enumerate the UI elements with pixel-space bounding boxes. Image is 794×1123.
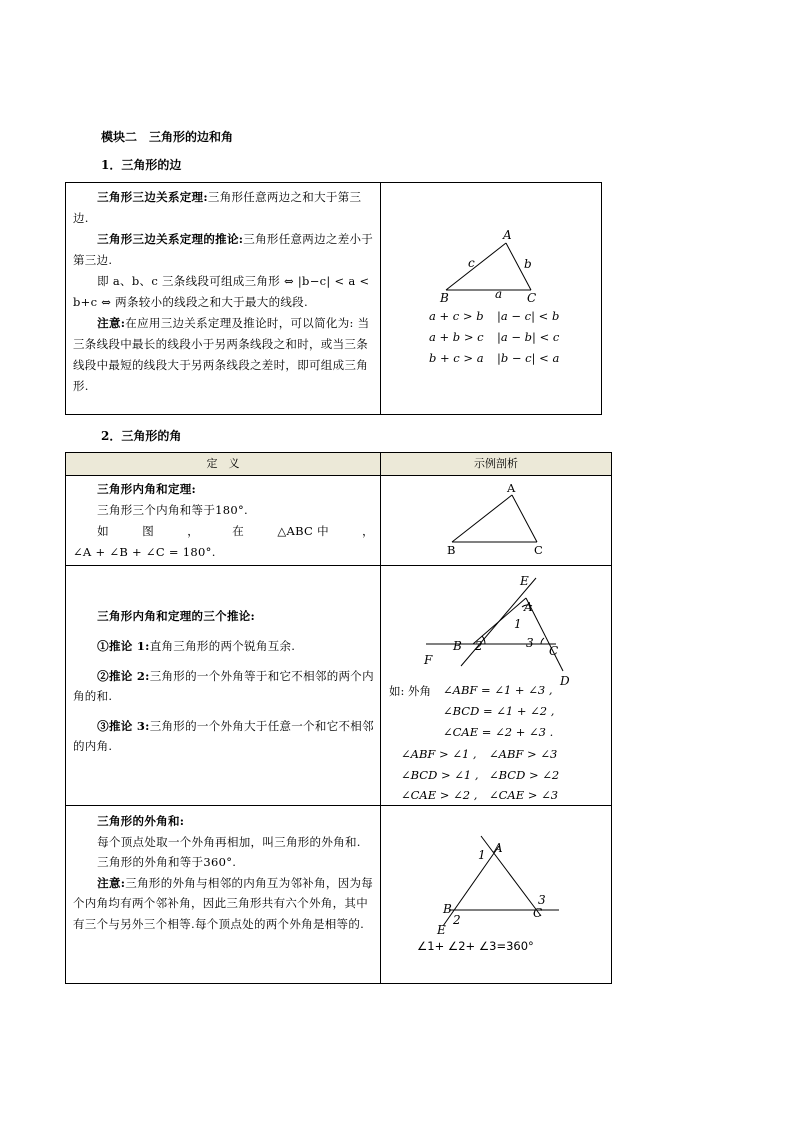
row3-E-label: E: [437, 923, 446, 937]
interior-sum-cell: [66, 476, 381, 566]
row2-E-label: E: [520, 574, 529, 588]
word-comma2: ，: [362, 524, 374, 538]
row2-F-label: F: [424, 653, 433, 667]
row2-C-label: C: [549, 644, 559, 658]
corollaries-cell: [66, 566, 381, 806]
corollaries-figure-cell: [381, 566, 612, 806]
note-text: 在应用三边关系定理及推论时，可以简化为: 当三条线段中最长的线段小于另两条线段之和时，或当三条线段中最短的线段大于另两条线段之差时，即可组成三角形.: [73, 316, 370, 393]
ineq-abf-3: ∠ABF > ∠3: [489, 747, 558, 761]
corollary3-text: 三角形的一个外角大于任意一个和它不相邻的内角.: [73, 719, 374, 753]
side-relation-figure-cell: [381, 183, 602, 415]
triangle-side-c: [446, 243, 506, 290]
col-example-header: 示例剖析: [381, 453, 612, 476]
side-relation-text-cell: [66, 183, 381, 415]
interior-triangle-figure: [381, 476, 612, 562]
tri-side-ba: [452, 495, 512, 542]
tri-side-ac: [512, 495, 537, 542]
word-triangle: △ABC 中: [277, 524, 329, 538]
side-relation-table: [65, 182, 602, 415]
row1-B-label: B: [447, 543, 456, 557]
exterior-note-text: 三角形的外角与相邻的内角互为邻补角，因为每个内角均有两个邻补角，因此三角形共有六个外角，其中有三个与另外三个相等.每个顶点处的两个外角是相等的.: [73, 875, 374, 931]
row2-B-label: B: [453, 639, 462, 653]
ineq-2a: a + b > c: [429, 330, 484, 344]
ineq-1a: a + c > b: [429, 309, 484, 323]
ineq-3a: b + c > a: [429, 351, 484, 365]
exterior-sum-text1: 每个顶点处取一个外角再相加，叫三角形的外角和.: [97, 834, 361, 849]
example-prefix: 如: 外角: [389, 684, 432, 698]
row2-D-label: D: [560, 674, 570, 686]
interior-sum-figure-cell: [381, 476, 612, 566]
exterior-sum-figure: [381, 806, 612, 983]
ineq-bcd-2: ∠BCD > ∠2: [489, 768, 560, 782]
row2-A-label: A: [524, 600, 533, 614]
corollaries-label: 三角形内角和定理的三个推论:: [97, 609, 256, 623]
angles-table-header: [66, 453, 612, 476]
interior-sum-label: 三角形内角和定理:: [97, 482, 197, 496]
equation-3: ∠CAE = ∠2 + ∠3 .: [443, 725, 554, 739]
line-AC-ext: [481, 836, 541, 916]
row3-3-label: 3: [538, 893, 546, 907]
equation-2: ∠BCD = ∠1 + ∠2 ,: [443, 704, 555, 718]
row1-C-label: C: [534, 543, 543, 557]
ineq-abf-1: ∠ABF > ∠1 ,: [401, 747, 477, 761]
section2-heading: 2．三角形的角: [101, 429, 182, 443]
ineq-cae-3: ∠CAE > ∠3: [489, 788, 559, 802]
row3-B-label: B: [443, 902, 452, 916]
angle-3-arc: [541, 638, 544, 644]
exterior-angles-figure: [381, 566, 612, 686]
row1-A-label: A: [507, 481, 516, 495]
side-b-label: b: [524, 257, 532, 271]
exterior-sum-figure-cell: [381, 806, 612, 984]
corollary3-label: ③推论 3:: [97, 719, 150, 733]
inference-text: 三角形任意两边之差小于第三边.: [73, 232, 374, 267]
row3-A-label: A: [494, 841, 503, 855]
word-comma1: ，: [187, 524, 200, 538]
ineq-1b: |a − c| < b: [497, 309, 560, 323]
vertex-C-label: C: [527, 291, 537, 303]
interior-sum-line1: 三角形三个内角和等于180°.: [97, 503, 248, 517]
exterior-sum-text2: 三角形的外角和等于360°.: [97, 855, 237, 869]
exterior-sum-formula: ∠1+ ∠2+ ∠3=360°: [417, 939, 534, 953]
ineq-cae-2: ∠CAE > ∠2 ,: [401, 788, 478, 802]
corollary2-text: 三角形的一个外角等于和它不相邻的两个内角的和.: [73, 669, 374, 703]
exterior-note-label: 注意:: [97, 875, 126, 890]
word-tu: 图: [142, 524, 154, 538]
word-zai: 在: [232, 524, 245, 538]
row3-2-label: 2: [453, 913, 461, 927]
theorem-label: 三角形三边关系定理:: [97, 190, 208, 204]
angles-table: [65, 452, 612, 984]
module-title: 模块二 三角形的边和角: [101, 130, 234, 144]
row2-1-label: 1: [514, 617, 522, 631]
col-definition-header: 定 义: [66, 453, 381, 476]
exterior-sum-cell: [66, 806, 381, 984]
ineq-2b: |a − b| < c: [497, 330, 560, 344]
equation-1: ∠ABF = ∠1 + ∠3 ,: [443, 683, 553, 697]
interior-sum-line2: [73, 521, 374, 542]
interior-sum-formula: ∠A + ∠B + ∠C = 180°.: [73, 545, 216, 559]
side-c-label: c: [468, 256, 475, 270]
triangle-figure: [381, 183, 602, 303]
condition-text: 即 a、b、c 三条线段可组成三角形 ⇔ |b−c| < a < b+c ⇔ 两条较小的线段之和大于最大的线段.: [73, 274, 370, 309]
row2-3-label: 3: [526, 636, 534, 650]
ineq-3b: |b − c| < a: [497, 351, 560, 365]
side-a-label: a: [495, 287, 503, 301]
section1-heading: 1．三角形的边: [101, 158, 182, 172]
word-ru: 如: [97, 524, 109, 538]
inference-label: 三角形三边关系定理的推论:: [97, 232, 244, 246]
theorem-text: 三角形任意两边之和大于第三边.: [73, 190, 362, 225]
row2-2-label: 2: [475, 639, 483, 653]
row3-1-label: 1: [478, 848, 486, 862]
ineq-bcd-1: ∠BCD > ∠1 ,: [401, 768, 479, 782]
corollary1-text: 直角三角形的两个锐角互余.: [149, 639, 296, 653]
row3-C-label: C: [533, 906, 543, 920]
note-label: 注意:: [97, 316, 126, 330]
corollary2-label: ②推论 2:: [97, 669, 150, 683]
corollary1-label: ①推论 1:: [97, 639, 150, 653]
exterior-sum-label: 三角形的外角和:: [97, 814, 185, 828]
vertex-B-label: B: [440, 291, 449, 303]
vertex-A-label: A: [503, 228, 512, 242]
